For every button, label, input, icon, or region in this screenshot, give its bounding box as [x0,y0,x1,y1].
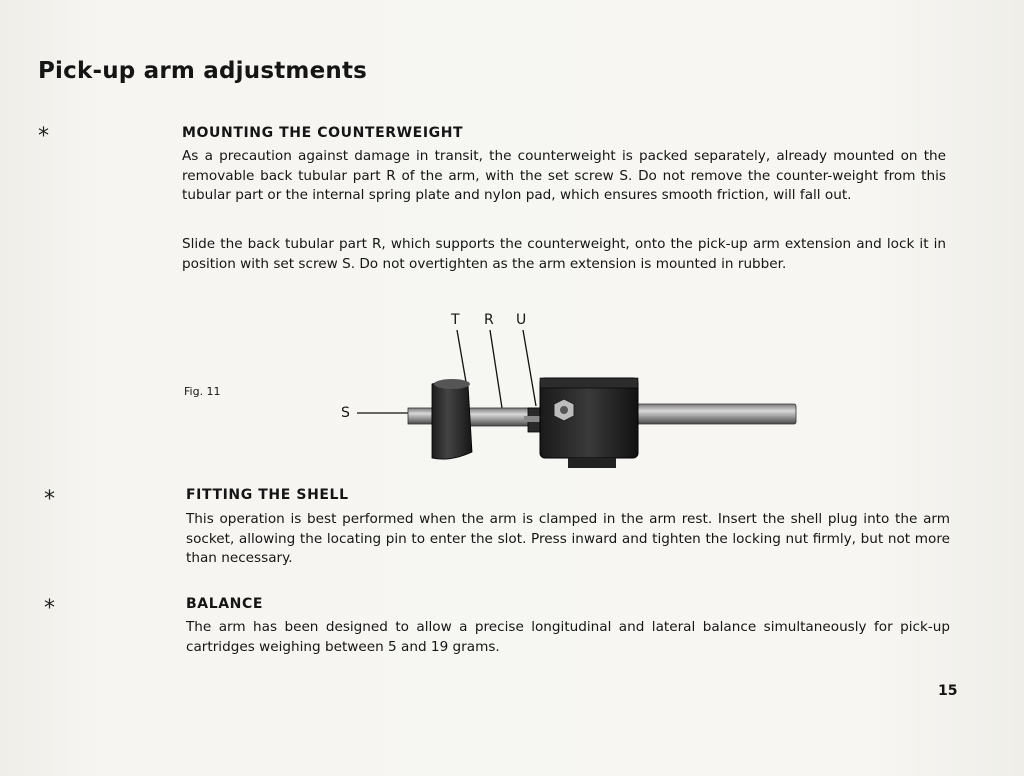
callout-s: S [341,405,350,421]
asterisk-marker-icon: * [38,124,49,149]
end-stub [408,408,432,424]
asterisk-marker-icon: * [44,596,55,621]
counterweight [432,381,472,459]
callout-t: T [451,312,460,328]
paragraph-counterweight-1: As a precaution against damage in transit, the counterweight is packed separately, already mounted on the removable back tubular part R of the arm, with the set screw S. Do not remove the counter-weight from this tubular part or the internal spring plate and nylon pad, which ensures smooth friction, will fall out. [182,148,946,203]
section-heading-counterweight: MOUNTING THE COUNTERWEIGHT [182,125,464,141]
page-number: 15 [938,683,958,699]
section-heading-balance: BALANCE [186,596,264,612]
section-heading-shell: FITTING THE SHELL [186,487,349,503]
paragraph-counterweight-2: Slide the back tubular part R, which supports the counterweight, onto the pick-up arm extension and lock it in position with set screw S. Do not overtighten as the arm extension is mounted in rubber. [182,236,946,272]
callout-r: R [484,312,494,328]
asterisk-marker-icon: * [44,487,55,512]
figure-label: Fig. 11 [184,385,221,398]
leader-line-u [523,330,536,406]
paragraph-balance: The arm has been designed to allow a precise longitudinal and lateral balance simultaneously for pick-up cartridges weighing between 5 and 19 grams. [186,619,950,655]
pickup-arm-illustration [340,300,810,480]
counterweight-top [434,379,470,389]
arm-tube [630,404,796,424]
leader-line-t [457,330,466,382]
pivot-foot [568,458,616,468]
leader-line-r [490,330,502,408]
callout-u: U [516,312,527,328]
pivot-block [540,378,638,458]
paragraph-shell: This operation is best performed when the arm is clamped in the arm rest. Insert the shell plug into the arm socket, allowing the locating pin to enter the slot. Press inward and tighten the locking nut firmly, but not more than necessary. [186,511,950,566]
page-title: Pick-up arm adjustments [38,58,368,84]
